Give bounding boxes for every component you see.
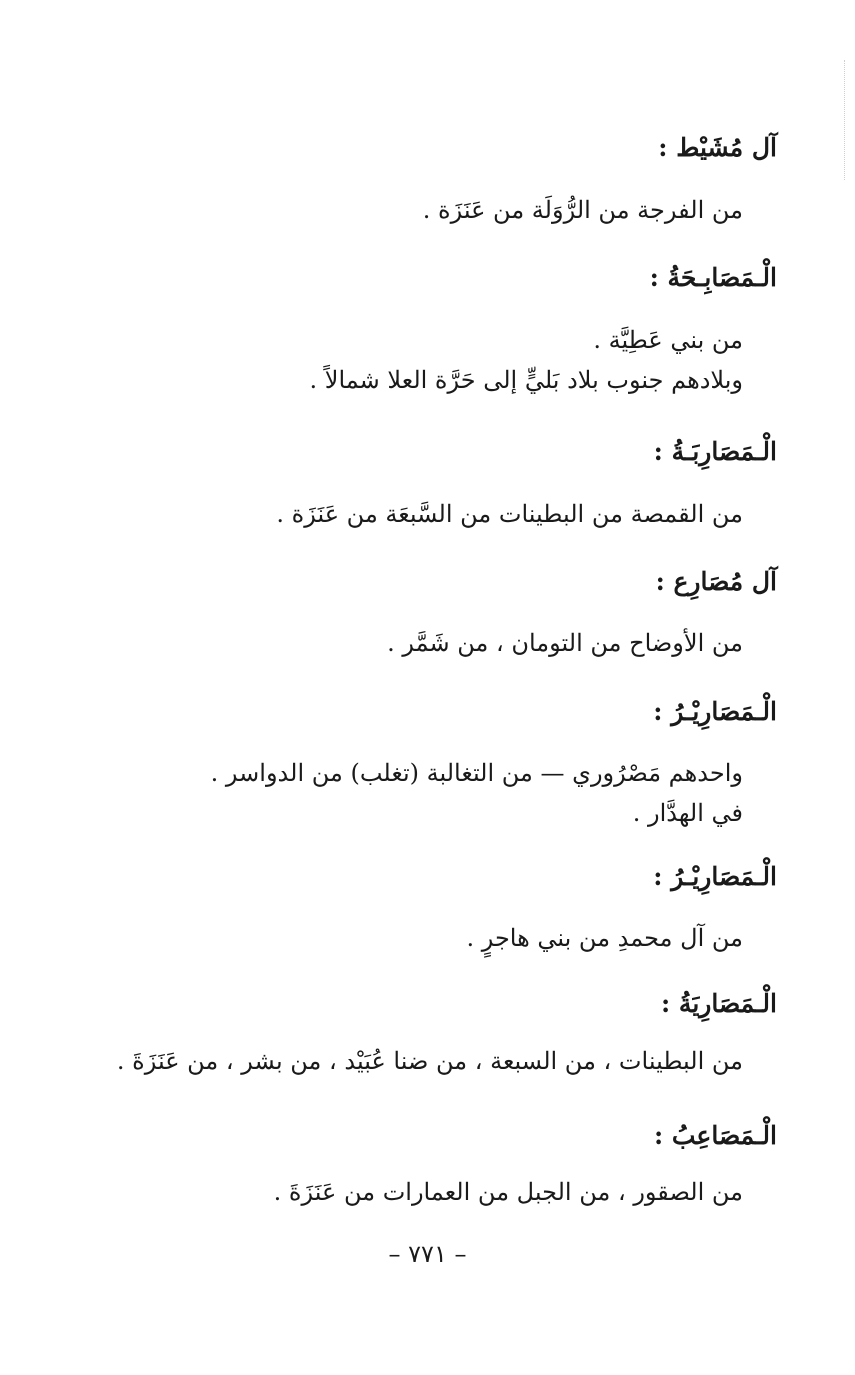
entry-line: من بني عَطِيَّة . <box>593 326 743 354</box>
entry-heading: الْـمَصَارِبَـةُ : <box>653 437 777 466</box>
entry-line: من آل محمدِ من بني هاجرٍ . <box>466 924 743 952</box>
entry-heading: الْـمَصَارِيْـرُ : <box>653 862 777 891</box>
entry-heading: الْـمَصَاعِبُ : <box>653 1121 777 1150</box>
entry-line: من الفرجة من الرُّوَلَة من عَنَزَة . <box>422 196 743 224</box>
entry-line: في الهدَّار . <box>632 799 743 827</box>
entry-line: واحدهم مَصْرُوري — من التغالبة (تغلب) من الدواسر . <box>210 759 743 787</box>
page-edge-marks <box>842 60 845 180</box>
entry-line: من القمصة من البطينات من السَّبعَة من عَنَزَة . <box>276 500 743 528</box>
entry-line: من الصقور ، من الجبل من العمارات من عَنَزَةَ . <box>273 1178 743 1206</box>
entry-heading: آل مُشَيْط : <box>658 133 777 162</box>
page-number: – ٧٧١ – <box>388 1240 467 1268</box>
entry-heading: الْـمَصَارِيْـرُ : <box>653 697 777 726</box>
entry-heading: آل مُصَارِع : <box>655 567 777 596</box>
entry-line: من الأوضاح من التومان ، من شَمَّر . <box>387 629 743 657</box>
entry-line: من البطينات ، من السبعة ، من ضنا عُبَيْد ، من بشر ، من عَنَزَةَ . <box>116 1047 743 1075</box>
entry-line: وبلادهم جنوب بلاد بَليٍّ إلى حَرَّة العلا شمالاً . <box>309 366 743 394</box>
entry-heading: الْـمَصَابِـحَةُ : <box>649 263 777 292</box>
entry-heading: الْـمَصَارِيَةُ : <box>660 989 777 1018</box>
